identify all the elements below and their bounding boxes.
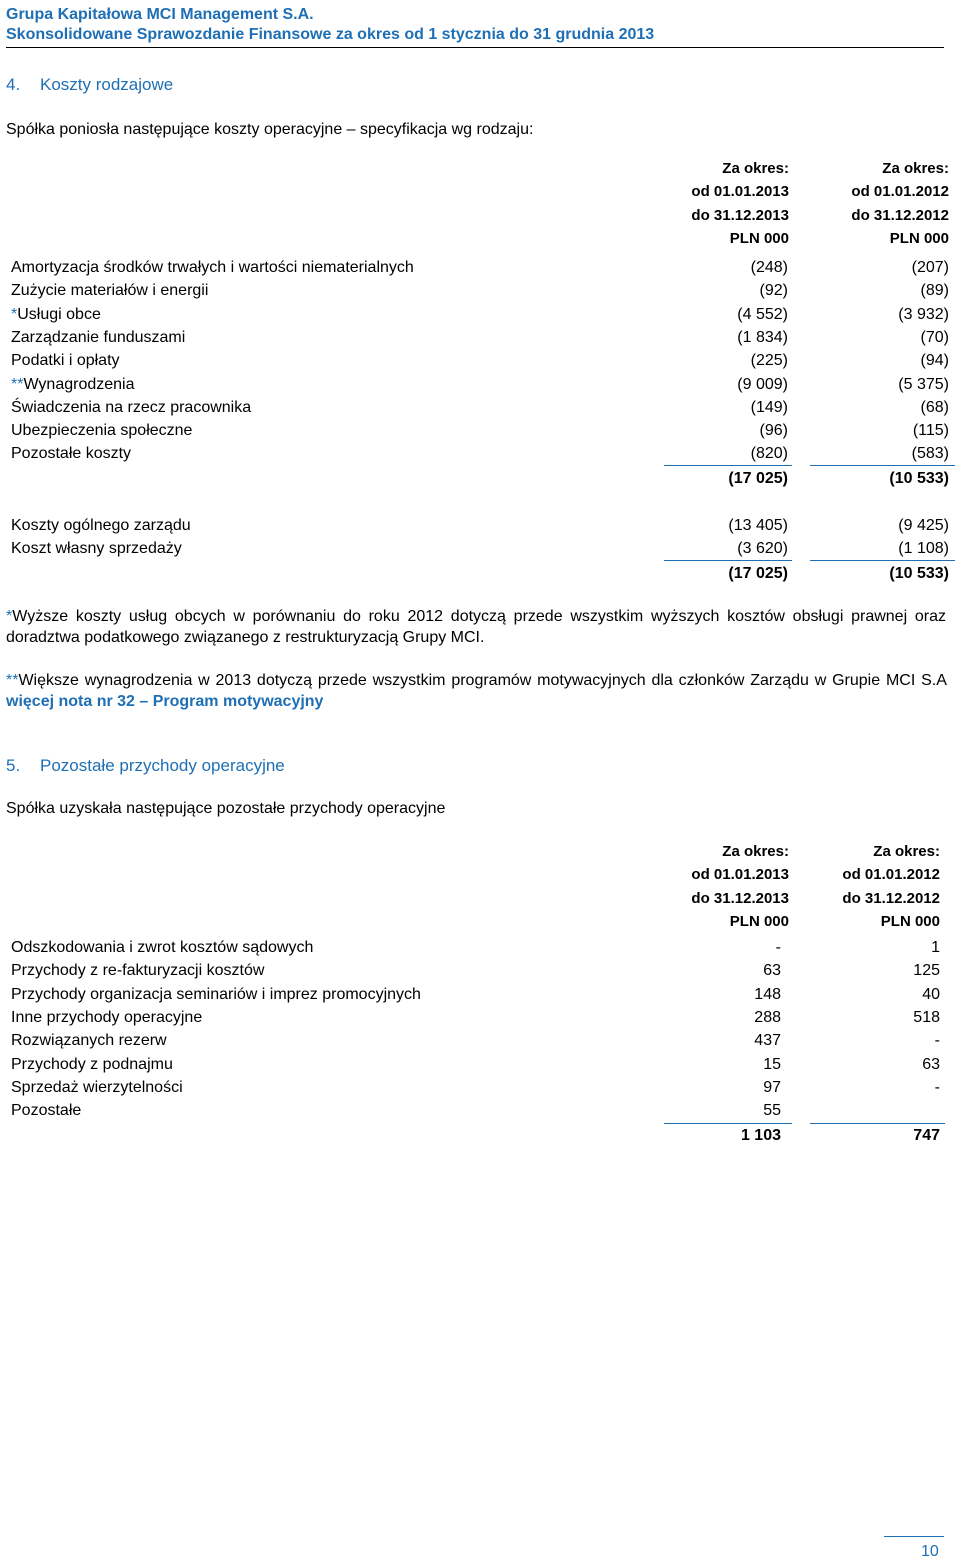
value-2012: (89) bbox=[920, 282, 949, 300]
row-label: Świadczenia na rzecz pracownika bbox=[11, 398, 252, 416]
value-2013: - bbox=[775, 939, 781, 956]
row-label: Ubezpieczenia społeczne bbox=[11, 422, 193, 440]
value-2012: 125 bbox=[913, 962, 940, 980]
total-2012: (10 533) bbox=[889, 565, 949, 582]
total-2013: (17 025) bbox=[728, 470, 788, 487]
period-end: do 31.12.2013 bbox=[691, 889, 789, 907]
table-row bbox=[11, 396, 951, 419]
period-end: do 31.12.2012 bbox=[842, 889, 940, 907]
column-header-2012 bbox=[789, 157, 949, 250]
row-label: Koszt własny sprzedaży bbox=[11, 540, 182, 558]
row-label: *Usługi obce bbox=[11, 305, 101, 323]
sum-rule bbox=[664, 560, 792, 561]
period-label: Za okres: bbox=[722, 160, 789, 177]
column-header-2013 bbox=[629, 840, 789, 933]
sum-rule bbox=[810, 560, 955, 561]
currency-unit: PLN 000 bbox=[729, 912, 789, 930]
table-row bbox=[11, 1076, 951, 1099]
table-row bbox=[11, 983, 951, 1006]
company-name: Grupa Kapitałowa MCI Management S.A. bbox=[6, 6, 314, 23]
section-5-intro: Spółka uzyskała następujące pozostałe przychody operacyjne bbox=[6, 800, 446, 817]
value-2013: (1 834) bbox=[737, 328, 788, 346]
value-2012: (9 425) bbox=[898, 517, 949, 534]
value-2012: 1 bbox=[931, 939, 940, 956]
value-2012: (70) bbox=[920, 328, 949, 346]
row-label: Podatki i opłaty bbox=[11, 352, 120, 370]
period-end: do 31.12.2013 bbox=[691, 206, 789, 224]
value-2012: (3 932) bbox=[898, 305, 949, 323]
currency-unit: PLN 000 bbox=[880, 912, 940, 930]
table-row bbox=[11, 537, 951, 560]
value-2012: (115) bbox=[912, 422, 949, 440]
footnote-mark: * bbox=[11, 305, 18, 323]
row-label: Zużycie materiałów i energii bbox=[11, 282, 209, 300]
value-2013: (820) bbox=[750, 445, 788, 463]
row-label: Amortyzacja środków trwałych i wartości niematerialnych bbox=[11, 259, 414, 276]
total-2013: (17 025) bbox=[728, 565, 788, 582]
section-title: Koszty rodzajowe bbox=[40, 75, 174, 94]
table-row bbox=[11, 349, 951, 372]
section-number: 4. bbox=[6, 75, 21, 94]
value-2013: (9 009) bbox=[737, 375, 788, 393]
page-number: 10 bbox=[921, 1543, 939, 1560]
total-2012: (10 533) bbox=[889, 470, 949, 487]
footnote-mark: * bbox=[6, 608, 13, 625]
period-label: Za okres: bbox=[873, 843, 940, 860]
footnote-text: Większe wynagrodzenia w 2013 dotyczą przede wszystkim programów motywacyjnych dla członków Zarządu w Grupie MCI S.A bbox=[18, 672, 946, 689]
value-2013: (4 552) bbox=[737, 305, 788, 323]
row-label: Sprzedaż wierzytelności bbox=[11, 1078, 183, 1096]
value-2012: (583) bbox=[911, 445, 949, 463]
period-label: Za okres: bbox=[882, 160, 949, 177]
row-label: Pozostałe bbox=[11, 1102, 82, 1120]
row-label: Pozostałe koszty bbox=[11, 445, 132, 463]
currency-unit: PLN 000 bbox=[729, 229, 789, 247]
value-2012: - bbox=[934, 1032, 940, 1050]
footnote-mark: ** bbox=[11, 375, 24, 393]
value-2012: 63 bbox=[922, 1055, 940, 1073]
value-2013: (13 405) bbox=[728, 517, 788, 534]
section-4-intro: Spółka poniosła następujące koszty operacyjne – specyfikacja wg rodzaju: bbox=[6, 121, 534, 138]
row-label: Zarządzanie funduszami bbox=[11, 328, 186, 346]
column-header-2013 bbox=[629, 157, 789, 250]
row-label: **Wynagrodzenia bbox=[11, 375, 135, 393]
value-2013: 97 bbox=[763, 1078, 781, 1096]
total-row bbox=[11, 1124, 951, 1147]
value-2012: (5 375) bbox=[898, 375, 949, 393]
row-label: Koszty ogólnego zarządu bbox=[11, 517, 191, 534]
value-2012: (94) bbox=[920, 352, 949, 370]
report-title: Skonsolidowane Sprawozdanie Finansowe za okres od 1 stycznia do 31 grudnia 2013 bbox=[6, 26, 655, 43]
value-2013: 15 bbox=[763, 1055, 781, 1073]
footer-divider bbox=[884, 1536, 944, 1537]
value-2013: (225) bbox=[750, 352, 788, 370]
value-2013: 288 bbox=[754, 1008, 781, 1026]
value-2012: (1 108) bbox=[898, 540, 949, 558]
value-2013: 63 bbox=[763, 962, 781, 980]
period-start: od 01.01.2012 bbox=[842, 866, 940, 884]
value-2012: 40 bbox=[922, 985, 940, 1003]
value-2013: (3 620) bbox=[737, 540, 788, 558]
total-row bbox=[11, 562, 951, 585]
column-header-2012 bbox=[780, 840, 940, 933]
table-row bbox=[11, 936, 951, 959]
footnote-1 bbox=[6, 606, 946, 648]
sum-rule bbox=[810, 465, 955, 466]
total-2012: 747 bbox=[913, 1127, 940, 1144]
note-reference-link[interactable]: więcej nota nr 32 – Program motywacyjny bbox=[6, 693, 324, 710]
table-row bbox=[11, 1006, 951, 1029]
table-row bbox=[11, 442, 951, 465]
footnote-text: Wyższe koszty usług obcych w porównaniu do roku 2012 dotyczą przede wszystkim wyższych kosztów obsługi prawnej oraz doradztwa podatkowego związanego z restrukturyzacją Grupy MCI. bbox=[6, 608, 946, 646]
value-2012: (207) bbox=[911, 259, 949, 276]
period-label: Za okres: bbox=[722, 843, 789, 860]
table-row bbox=[11, 256, 951, 279]
section-title: Pozostałe przychody operacyjne bbox=[40, 756, 285, 775]
row-label: Przychody z re-fakturyzacji kosztów bbox=[11, 962, 265, 980]
total-row bbox=[11, 467, 951, 490]
header-divider bbox=[6, 47, 944, 48]
footnote-2 bbox=[6, 670, 946, 712]
value-2013: (96) bbox=[759, 422, 788, 440]
table-row bbox=[11, 1053, 951, 1076]
period-end: do 31.12.2012 bbox=[851, 206, 949, 224]
row-label: Przychody organizacja seminariów i imprez promocyjnych bbox=[11, 985, 421, 1003]
table-row bbox=[11, 419, 951, 442]
value-2013: 148 bbox=[754, 985, 781, 1003]
section-5-heading bbox=[6, 756, 285, 776]
table-row bbox=[11, 326, 951, 349]
period-start: od 01.01.2013 bbox=[691, 183, 789, 201]
row-label: Przychody z podnajmu bbox=[11, 1055, 173, 1073]
table-row bbox=[11, 1099, 951, 1122]
table-row bbox=[11, 1029, 951, 1052]
period-start: od 01.01.2012 bbox=[851, 183, 949, 201]
value-2013: 437 bbox=[754, 1032, 781, 1050]
value-2013: 55 bbox=[763, 1102, 781, 1120]
total-2013: 1 103 bbox=[740, 1127, 781, 1144]
table-row bbox=[11, 959, 951, 982]
row-label: Rozwiązanych rezerw bbox=[11, 1032, 167, 1050]
table-row bbox=[11, 279, 951, 302]
footnote-mark: ** bbox=[6, 672, 19, 689]
period-start: od 01.01.2013 bbox=[691, 866, 789, 884]
value-2013: (149) bbox=[750, 398, 788, 416]
table-row bbox=[11, 514, 951, 537]
table-row bbox=[11, 373, 951, 396]
value-2012: 518 bbox=[913, 1008, 940, 1026]
value-2012: - bbox=[934, 1078, 940, 1096]
section-number: 5. bbox=[6, 756, 21, 775]
currency-unit: PLN 000 bbox=[889, 229, 949, 247]
row-label: Inne przychody operacyjne bbox=[11, 1008, 203, 1026]
table-row bbox=[11, 303, 951, 326]
value-2013: (248) bbox=[750, 259, 788, 276]
value-2012: (68) bbox=[920, 398, 949, 416]
value-2013: (92) bbox=[759, 282, 788, 300]
sum-rule bbox=[664, 465, 792, 466]
section-4-heading bbox=[6, 75, 173, 95]
row-label: Odszkodowania i zwrot kosztów sądowych bbox=[11, 939, 314, 956]
